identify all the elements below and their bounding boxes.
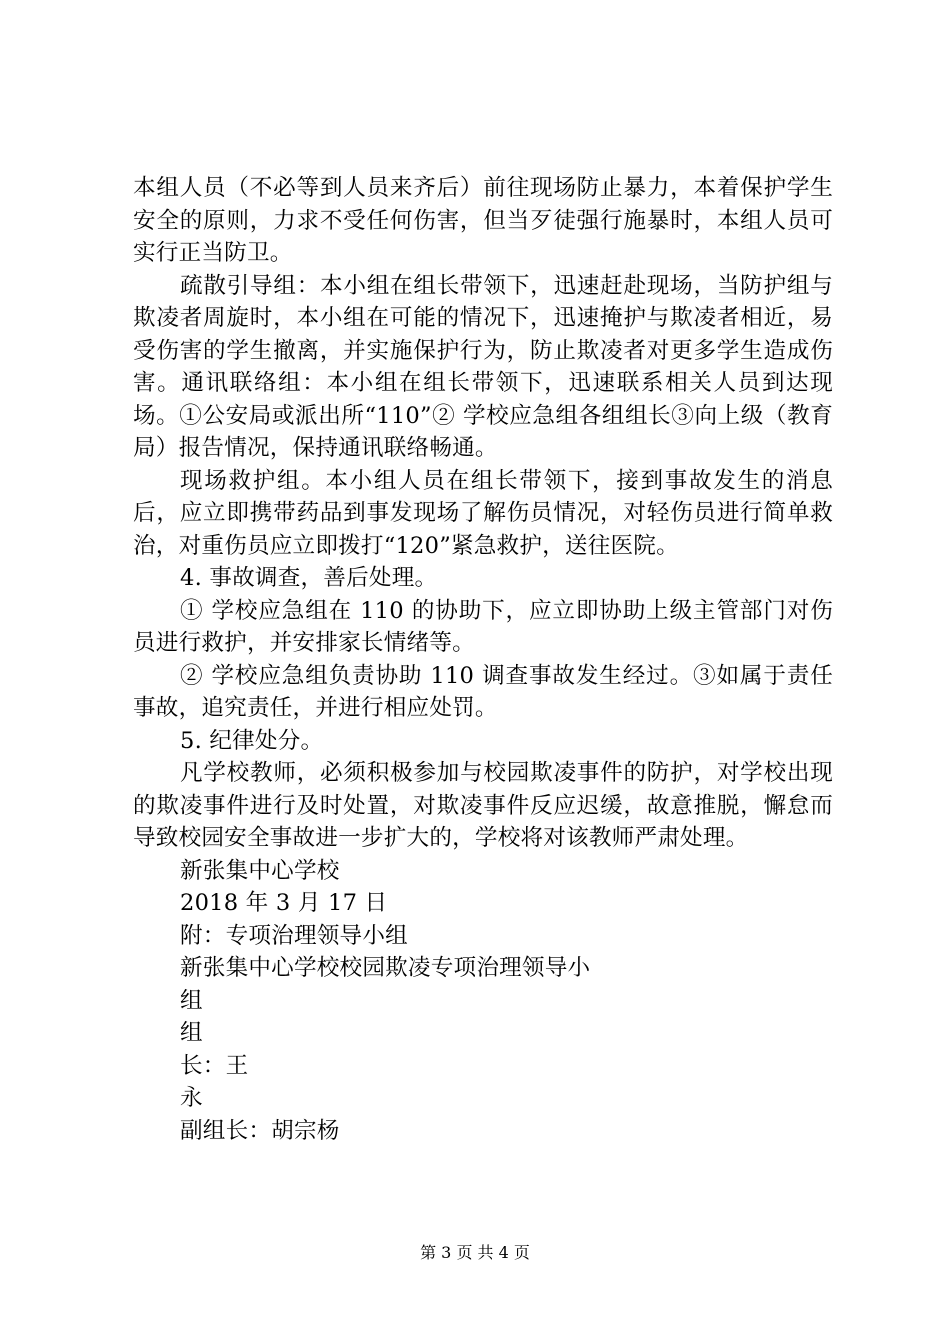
- leader-label-part-1: 组: [180, 1020, 203, 1046]
- paragraph-investigation-item-2: ② 学校应急组负责协助 110 调查事故发生经过。③如属于责任事故，追究责任，并进行相应处罚。: [133, 662, 833, 721]
- page-footer: 第 3 页 共 4 页: [420, 1243, 530, 1262]
- signature-school-name: 新张集中心学校: [180, 857, 340, 884]
- paragraph-rescue-team: 现场救护组。本小组人员在组长带领下，接到事故发生的消息后，应立即携带药品到事发现场了解伤员情况，对轻伤员进行简单救治，对重伤员应立即拨打“120”紧急救护，送往医院。: [133, 467, 833, 559]
- appendix-group-title-wrap: 组: [180, 987, 203, 1014]
- paragraph-defense-team-end: 本组人员（不必等到人员来齐后）前往现场防止暴力，本着保护学生安全的原则，力求不受任何伤害，但当歹徒强行施暴时，本组人员可实行正当防卫。: [133, 175, 833, 266]
- paragraph-evacuation-communication: 疏散引导组：本小组在组长带领下，迅速赶赴现场，当防护组与欺凌者周旋时，本小组在可能的情况下，迅速掩护与欺凌者相近，易受伤害的学生撤离，并实施保护行为，防止欺凌者对更多学生造成伤害。通讯联络组：本小组在组长带领下，迅速联系相关人员到达现场。①公安局或派出所“110”② 学校应急组各组组长③向上级（教育局）报告情况，保持通讯联络畅通。: [133, 272, 833, 461]
- leader-name-wrap: 永: [180, 1085, 203, 1111]
- document-body: [133, 172, 833, 1147]
- appendix-heading: 附：专项治理领导小组: [180, 922, 408, 949]
- appendix-group-title: 新张集中心学校校园欺凌专项治理领导小: [180, 955, 591, 981]
- leader-label-part-2: 长：王: [180, 1052, 249, 1079]
- paragraph-investigation-item-1: ① 学校应急组在 110 的协助下，应立即协助上级主管部门对伤员进行救护，并安排家长情绪等。: [133, 597, 833, 656]
- paragraph-discipline: 凡学校教师，必须积极参加与校园欺凌事件的防护，对学校出现的欺凌事件进行及时处置，对欺凌事件反应迟缓，故意推脱，懈怠而导致校园安全事故进一步扩大的，学校将对该教师严肃处理。: [133, 760, 833, 851]
- section-heading-discipline: 5. 纪律处分。: [180, 727, 324, 754]
- signature-date: 2018 年 3 月 17 日: [180, 890, 388, 916]
- section-heading-investigation: 4. 事故调查，善后处理。: [180, 565, 438, 591]
- deputy-leader: 副组长：胡宗杨: [180, 1117, 340, 1144]
